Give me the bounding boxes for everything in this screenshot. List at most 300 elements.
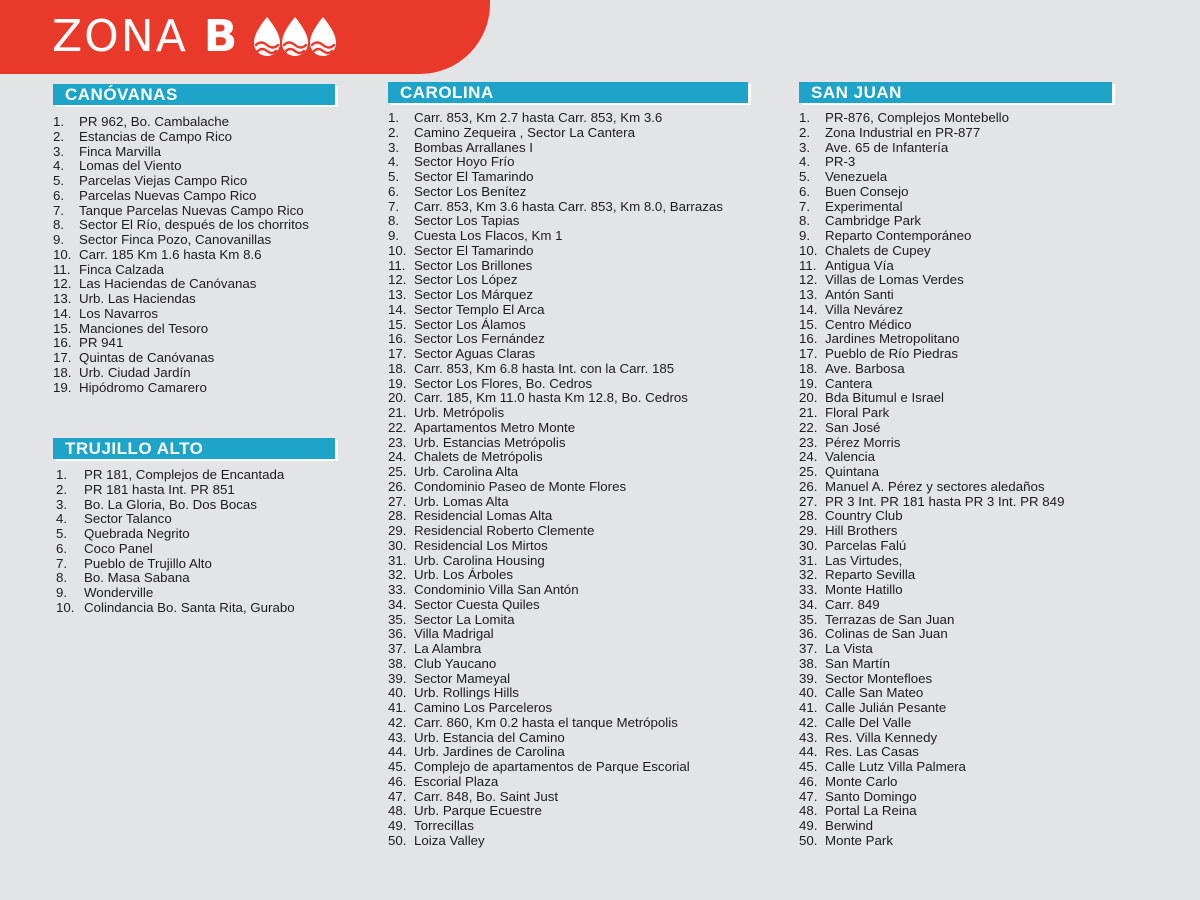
list-item bbox=[388, 642, 748, 657]
list-item bbox=[799, 259, 1112, 274]
item-number: 14. bbox=[799, 301, 818, 317]
item-label: Urb. Parque Ecuestre bbox=[414, 803, 542, 819]
list-item bbox=[388, 155, 748, 170]
item-number: 19. bbox=[388, 375, 407, 391]
item-label: Bombas Arrallanes I bbox=[414, 139, 533, 155]
list-item bbox=[388, 377, 748, 392]
list-item bbox=[53, 366, 335, 381]
item-label: PR 3 Int. PR 181 hasta PR 3 Int. PR 849 bbox=[825, 493, 1065, 509]
item-label: Las Virtudes, bbox=[825, 552, 903, 568]
item-number: 35. bbox=[388, 611, 407, 627]
item-number: 30. bbox=[388, 537, 407, 553]
item-number: 30. bbox=[799, 537, 818, 553]
item-number: 4. bbox=[388, 154, 400, 170]
list-item bbox=[56, 483, 335, 498]
item-number: 17. bbox=[53, 350, 72, 365]
list-item bbox=[388, 170, 748, 185]
item-label: Antigua Vía bbox=[825, 257, 894, 273]
list-item bbox=[799, 244, 1112, 259]
item-number: 4. bbox=[799, 154, 811, 170]
item-number: 3. bbox=[388, 139, 400, 155]
item-number: 48. bbox=[388, 803, 407, 819]
item-label: Bo. La Gloria, Bo. Dos Bocas bbox=[84, 496, 257, 512]
item-label: Coco Panel bbox=[84, 540, 153, 556]
item-label: Estancias de Campo Rico bbox=[79, 128, 232, 144]
item-number: 4. bbox=[53, 158, 65, 174]
list-item bbox=[799, 185, 1112, 200]
item-number: 16. bbox=[53, 335, 72, 351]
list-item bbox=[799, 672, 1112, 687]
item-label: Carr. 853, Km 3.6 hasta Carr. 853, Km 8.0, Barrazas bbox=[414, 198, 723, 214]
list-item bbox=[799, 303, 1112, 318]
item-label: San Martín bbox=[825, 655, 891, 671]
item-number: 10. bbox=[53, 246, 72, 262]
item-number: 11. bbox=[53, 261, 71, 277]
list-item bbox=[799, 273, 1112, 288]
item-number: 7. bbox=[799, 198, 811, 214]
list-item bbox=[388, 347, 748, 362]
list-item bbox=[388, 775, 748, 790]
item-label: Carr. 849 bbox=[825, 596, 880, 612]
item-number: 10. bbox=[799, 242, 818, 258]
item-label: Los Navarros bbox=[79, 305, 159, 321]
list-item bbox=[799, 170, 1112, 185]
item-number: 4. bbox=[56, 511, 68, 527]
list-item bbox=[388, 200, 748, 215]
item-number: 18. bbox=[53, 364, 72, 380]
list-item bbox=[53, 292, 335, 307]
item-label: Cantera bbox=[825, 375, 873, 391]
list-item bbox=[388, 509, 748, 524]
list-item bbox=[799, 790, 1112, 805]
item-number: 26. bbox=[799, 478, 818, 494]
item-number: 14. bbox=[388, 301, 407, 317]
item-number: 7. bbox=[56, 555, 68, 571]
item-number: 2. bbox=[388, 124, 400, 140]
list-item bbox=[799, 524, 1112, 539]
item-label: Sector El Tamarindo bbox=[414, 242, 534, 258]
list-item bbox=[53, 263, 335, 278]
item-label: Sector Aguas Claras bbox=[414, 346, 536, 361]
item-label: Chalets de Cupey bbox=[825, 242, 931, 258]
item-number: 29. bbox=[799, 523, 818, 538]
item-label: Monte Carlo bbox=[825, 773, 898, 789]
list-item bbox=[799, 731, 1112, 746]
list-item bbox=[799, 568, 1112, 583]
item-label: Sector Los Márquez bbox=[414, 287, 533, 302]
item-label: Las Haciendas de Canóvanas bbox=[79, 276, 257, 292]
list-item bbox=[799, 406, 1112, 421]
list-item bbox=[799, 229, 1112, 244]
list-item bbox=[799, 775, 1112, 790]
item-label: Manuel A. Pérez y sectores aledaños bbox=[825, 478, 1045, 494]
item-label: Sector Montefloes bbox=[825, 670, 933, 686]
list-item bbox=[53, 130, 335, 145]
item-label: Residencial Los Mirtos bbox=[414, 537, 548, 553]
item-label: Portal La Reina bbox=[825, 803, 917, 819]
item-label: PR 181 hasta Int. PR 851 bbox=[84, 481, 235, 497]
list-item bbox=[53, 218, 335, 233]
item-number: 37. bbox=[799, 641, 818, 656]
section-canovanas bbox=[53, 84, 335, 395]
list-item bbox=[56, 527, 335, 542]
item-label: Sector Los Benítez bbox=[414, 183, 527, 199]
list-item bbox=[799, 657, 1112, 672]
item-label: Res. Villa Kennedy bbox=[825, 729, 938, 745]
item-label: Urb. Estancia del Camino bbox=[414, 729, 565, 745]
item-number: 1. bbox=[388, 110, 400, 125]
item-label: Cambridge Park bbox=[825, 213, 922, 229]
list-item bbox=[388, 583, 748, 598]
item-label: Residencial Lomas Alta bbox=[414, 508, 553, 524]
item-label: Colinas de San Juan bbox=[825, 626, 948, 642]
list-item bbox=[388, 111, 748, 126]
item-label: Carr. 853, Km 2.7 hasta Carr. 853, Km 3.6 bbox=[414, 110, 663, 125]
item-number: 31. bbox=[799, 552, 818, 568]
item-number: 12. bbox=[799, 272, 818, 288]
list-item bbox=[388, 819, 748, 834]
section-title: CANÓVANAS bbox=[53, 84, 335, 105]
item-number: 7. bbox=[53, 202, 65, 218]
item-label: Carr. 185, Km 11.0 hasta Km 12.8, Bo. Cedros bbox=[414, 390, 688, 406]
item-number: 19. bbox=[53, 379, 72, 395]
item-number: 40. bbox=[799, 685, 818, 701]
water-drops-icon bbox=[253, 15, 337, 59]
list-item bbox=[388, 539, 748, 554]
item-number: 14. bbox=[53, 305, 72, 321]
item-label: Condominio Villa San Antón bbox=[414, 582, 579, 597]
item-number: 43. bbox=[799, 729, 818, 745]
item-number: 5. bbox=[56, 526, 68, 541]
item-number: 17. bbox=[799, 346, 818, 361]
item-number: 3. bbox=[53, 143, 65, 159]
list-item bbox=[388, 686, 748, 701]
item-label: Finca Calzada bbox=[79, 261, 164, 277]
list-item bbox=[388, 657, 748, 672]
zone-title-letter: B bbox=[203, 11, 240, 62]
item-label: Sector Templo El Arca bbox=[414, 301, 545, 317]
list-item bbox=[799, 141, 1112, 156]
list-item bbox=[799, 598, 1112, 613]
list-item bbox=[56, 498, 335, 513]
item-list bbox=[799, 111, 1112, 849]
item-label: Sector Los Brillones bbox=[414, 257, 533, 273]
list-item bbox=[799, 745, 1112, 760]
item-label: Pérez Morris bbox=[825, 434, 901, 450]
item-label: Villas de Lomas Verdes bbox=[825, 272, 964, 288]
item-number: 9. bbox=[56, 585, 68, 600]
item-list bbox=[53, 468, 335, 616]
item-label: Wonderville bbox=[84, 585, 154, 600]
list-item bbox=[799, 716, 1112, 731]
list-item bbox=[799, 480, 1112, 495]
item-number: 10. bbox=[388, 242, 407, 258]
item-label: Reparto Contemporáneo bbox=[825, 228, 972, 243]
list-item bbox=[388, 480, 748, 495]
list-item bbox=[799, 804, 1112, 819]
item-number: 36. bbox=[799, 626, 818, 642]
item-number: 29. bbox=[388, 523, 407, 538]
list-item bbox=[56, 571, 335, 586]
item-number: 5. bbox=[388, 169, 400, 184]
item-label: Bo. Masa Sabana bbox=[84, 570, 190, 586]
list-item bbox=[53, 159, 335, 174]
item-label: Parcelas Nuevas Campo Rico bbox=[79, 187, 257, 203]
item-label: Bda Bitumul e Israel bbox=[825, 390, 944, 406]
item-number: 42. bbox=[388, 714, 407, 730]
list-item bbox=[799, 362, 1112, 377]
list-item bbox=[388, 303, 748, 318]
list-item bbox=[388, 362, 748, 377]
item-number: 47. bbox=[799, 788, 818, 804]
section-trujillo-alto bbox=[53, 438, 335, 616]
item-number: 38. bbox=[388, 655, 407, 671]
item-number: 9. bbox=[388, 228, 400, 243]
item-list bbox=[388, 111, 748, 849]
zone-title bbox=[52, 11, 240, 62]
list-item bbox=[799, 583, 1112, 598]
item-label: Urb. Metrópolis bbox=[414, 405, 505, 420]
item-number: 44. bbox=[388, 744, 407, 760]
item-label: Lomas del Viento bbox=[79, 158, 182, 174]
list-item bbox=[388, 627, 748, 642]
item-label: Manciones del Tesoro bbox=[79, 320, 209, 336]
list-item bbox=[799, 613, 1112, 628]
list-item bbox=[53, 233, 335, 248]
list-item bbox=[799, 465, 1112, 480]
item-number: 23. bbox=[799, 434, 818, 450]
list-item bbox=[388, 126, 748, 141]
item-label: Chalets de Metrópolis bbox=[414, 449, 543, 465]
list-item bbox=[799, 819, 1112, 834]
item-label: Sector Hoyo Frío bbox=[414, 154, 515, 170]
list-item bbox=[53, 115, 335, 130]
item-number: 35. bbox=[799, 611, 818, 627]
list-item bbox=[799, 200, 1112, 215]
item-label: Sector Los Tapias bbox=[414, 213, 520, 229]
item-label: Urb. Jardines de Carolina bbox=[414, 744, 565, 760]
item-label: Carr. 185 Km 1.6 hasta Km 8.6 bbox=[79, 246, 262, 262]
item-number: 6. bbox=[388, 183, 400, 199]
item-label: Quintas de Canóvanas bbox=[79, 350, 215, 365]
item-number: 50. bbox=[388, 832, 407, 848]
list-item bbox=[799, 377, 1112, 392]
item-label: Villa Nevárez bbox=[825, 301, 904, 317]
list-item bbox=[56, 586, 335, 601]
item-number: 13. bbox=[799, 287, 818, 302]
item-label: Hill Brothers bbox=[825, 523, 898, 538]
zone-banner bbox=[0, 0, 490, 74]
item-number: 7. bbox=[388, 198, 400, 214]
item-label: Valencia bbox=[825, 449, 876, 465]
list-item bbox=[388, 288, 748, 303]
item-number: 41. bbox=[388, 700, 407, 715]
section-title: SAN JUAN bbox=[799, 82, 1112, 103]
item-label: Ave. Barbosa bbox=[825, 360, 905, 376]
list-item bbox=[56, 542, 335, 557]
item-number: 13. bbox=[388, 287, 407, 302]
item-number: 21. bbox=[388, 405, 407, 420]
item-label: PR-3 bbox=[825, 154, 856, 170]
list-item bbox=[388, 214, 748, 229]
list-item bbox=[799, 701, 1112, 716]
list-item bbox=[388, 465, 748, 480]
item-number: 8. bbox=[799, 213, 811, 229]
list-item bbox=[388, 259, 748, 274]
list-item bbox=[53, 174, 335, 189]
item-label: Terrazas de San Juan bbox=[825, 611, 955, 627]
item-number: 34. bbox=[388, 596, 407, 612]
item-label: Escorial Plaza bbox=[414, 773, 499, 789]
item-label: Sector Finca Pozo, Canovanillas bbox=[79, 232, 272, 247]
item-label: Santo Domingo bbox=[825, 788, 917, 804]
item-number: 3. bbox=[799, 139, 811, 155]
list-item bbox=[53, 351, 335, 366]
item-number: 15. bbox=[799, 316, 818, 332]
item-number: 24. bbox=[799, 449, 818, 465]
item-number: 25. bbox=[799, 464, 818, 479]
item-number: 6. bbox=[56, 540, 68, 556]
list-item bbox=[56, 468, 335, 483]
item-label: Colindancia Bo. Santa Rita, Gurabo bbox=[84, 599, 295, 615]
item-label: PR 962, Bo. Cambalache bbox=[79, 114, 230, 129]
item-label: Sector Talanco bbox=[84, 511, 172, 527]
item-number: 9. bbox=[53, 232, 65, 247]
list-item bbox=[388, 672, 748, 687]
list-item bbox=[388, 318, 748, 333]
zone-title-word: ZONA bbox=[52, 11, 188, 62]
list-item bbox=[799, 436, 1112, 451]
item-number: 46. bbox=[799, 773, 818, 789]
item-number: 44. bbox=[799, 744, 818, 760]
item-label: Loiza Valley bbox=[414, 832, 485, 848]
item-number: 33. bbox=[388, 582, 407, 597]
item-number: 32. bbox=[799, 567, 818, 583]
list-item bbox=[388, 554, 748, 569]
item-number: 47. bbox=[388, 788, 407, 804]
item-label: Hipódromo Camarero bbox=[79, 379, 207, 395]
item-label: Urb. Estancias Metrópolis bbox=[414, 434, 566, 450]
item-label: Carr. 853, Km 6.8 hasta Int. con la Carr. 185 bbox=[414, 360, 675, 376]
item-number: 12. bbox=[388, 272, 407, 288]
item-label: Jardines Metropolitano bbox=[825, 331, 960, 347]
item-number: 2. bbox=[56, 481, 68, 497]
item-number: 34. bbox=[799, 596, 818, 612]
item-number: 2. bbox=[799, 124, 811, 140]
item-number: 15. bbox=[53, 320, 72, 336]
item-label: Quebrada Negrito bbox=[84, 526, 190, 541]
item-number: 20. bbox=[799, 390, 818, 406]
list-item bbox=[388, 229, 748, 244]
item-number: 48. bbox=[799, 803, 818, 819]
list-item bbox=[388, 141, 748, 156]
item-label: PR 181, Complejos de Encantada bbox=[84, 467, 285, 482]
list-item bbox=[53, 248, 335, 263]
list-item bbox=[53, 189, 335, 204]
item-label: Urb. Los Árboles bbox=[414, 567, 514, 583]
item-label: Venezuela bbox=[825, 169, 888, 184]
item-label: Berwind bbox=[825, 818, 874, 833]
item-number: 5. bbox=[799, 169, 811, 184]
list-item bbox=[799, 450, 1112, 465]
item-number: 18. bbox=[388, 360, 407, 376]
item-number: 42. bbox=[799, 714, 818, 730]
list-item bbox=[53, 322, 335, 337]
item-label: Finca Marvilla bbox=[79, 143, 162, 159]
list-item bbox=[388, 834, 748, 849]
item-number: 17. bbox=[388, 346, 407, 361]
item-number: 9. bbox=[799, 228, 811, 243]
item-number: 16. bbox=[799, 331, 818, 347]
section-carolina bbox=[388, 82, 748, 849]
item-number: 8. bbox=[56, 570, 68, 586]
list-item bbox=[53, 145, 335, 160]
item-label: Buen Consejo bbox=[825, 183, 909, 199]
section-title: TRUJILLO ALTO bbox=[53, 438, 335, 459]
item-label: Urb. Carolina Alta bbox=[414, 464, 519, 479]
item-label: Pueblo de Río Piedras bbox=[825, 346, 959, 361]
item-label: Experimental bbox=[825, 198, 903, 214]
item-label: Camino Zequeira , Sector La Cantera bbox=[414, 124, 635, 140]
item-label: Sector Los Flores, Bo. Cedros bbox=[414, 375, 593, 391]
list-item bbox=[388, 391, 748, 406]
item-label: Sector Mameyal bbox=[414, 670, 511, 686]
list-item bbox=[799, 686, 1112, 701]
list-item bbox=[799, 495, 1112, 510]
item-label: Res. Las Casas bbox=[825, 744, 919, 760]
list-item bbox=[388, 790, 748, 805]
list-item bbox=[388, 332, 748, 347]
list-item bbox=[388, 406, 748, 421]
item-number: 16. bbox=[388, 331, 407, 347]
item-number: 10. bbox=[56, 599, 75, 615]
item-label: Country Club bbox=[825, 508, 903, 524]
item-number: 25. bbox=[388, 464, 407, 479]
item-label: Parcelas Viejas Campo Rico bbox=[79, 173, 248, 188]
item-number: 38. bbox=[799, 655, 818, 671]
item-label: Urb. Lomas Alta bbox=[414, 493, 509, 509]
item-number: 6. bbox=[799, 183, 811, 199]
item-number: 20. bbox=[388, 390, 407, 406]
list-item bbox=[56, 557, 335, 572]
list-item bbox=[388, 436, 748, 451]
item-number: 45. bbox=[799, 759, 818, 774]
item-number: 13. bbox=[53, 291, 72, 306]
item-number: 18. bbox=[799, 360, 818, 376]
list-item bbox=[53, 381, 335, 396]
item-label: Reparto Sevilla bbox=[825, 567, 916, 583]
list-item bbox=[799, 539, 1112, 554]
item-number: 28. bbox=[388, 508, 407, 524]
item-label: Sector La Lomita bbox=[414, 611, 515, 627]
item-label: Condominio Paseo de Monte Flores bbox=[414, 478, 627, 494]
list-item bbox=[799, 391, 1112, 406]
list-item bbox=[388, 421, 748, 436]
item-label: Pueblo de Trujillo Alto bbox=[84, 555, 212, 571]
item-number: 43. bbox=[388, 729, 407, 745]
list-item bbox=[388, 568, 748, 583]
item-number: 41. bbox=[799, 700, 818, 715]
item-label: Zona Industrial en PR-877 bbox=[825, 124, 981, 140]
list-item bbox=[388, 273, 748, 288]
item-number: 31. bbox=[388, 552, 407, 568]
item-number: 1. bbox=[799, 110, 811, 125]
item-label: La Vista bbox=[825, 641, 873, 656]
list-item bbox=[799, 760, 1112, 775]
list-item bbox=[388, 745, 748, 760]
list-item bbox=[799, 318, 1112, 333]
item-label: Cuesta Los Flacos, Km 1 bbox=[414, 228, 563, 243]
